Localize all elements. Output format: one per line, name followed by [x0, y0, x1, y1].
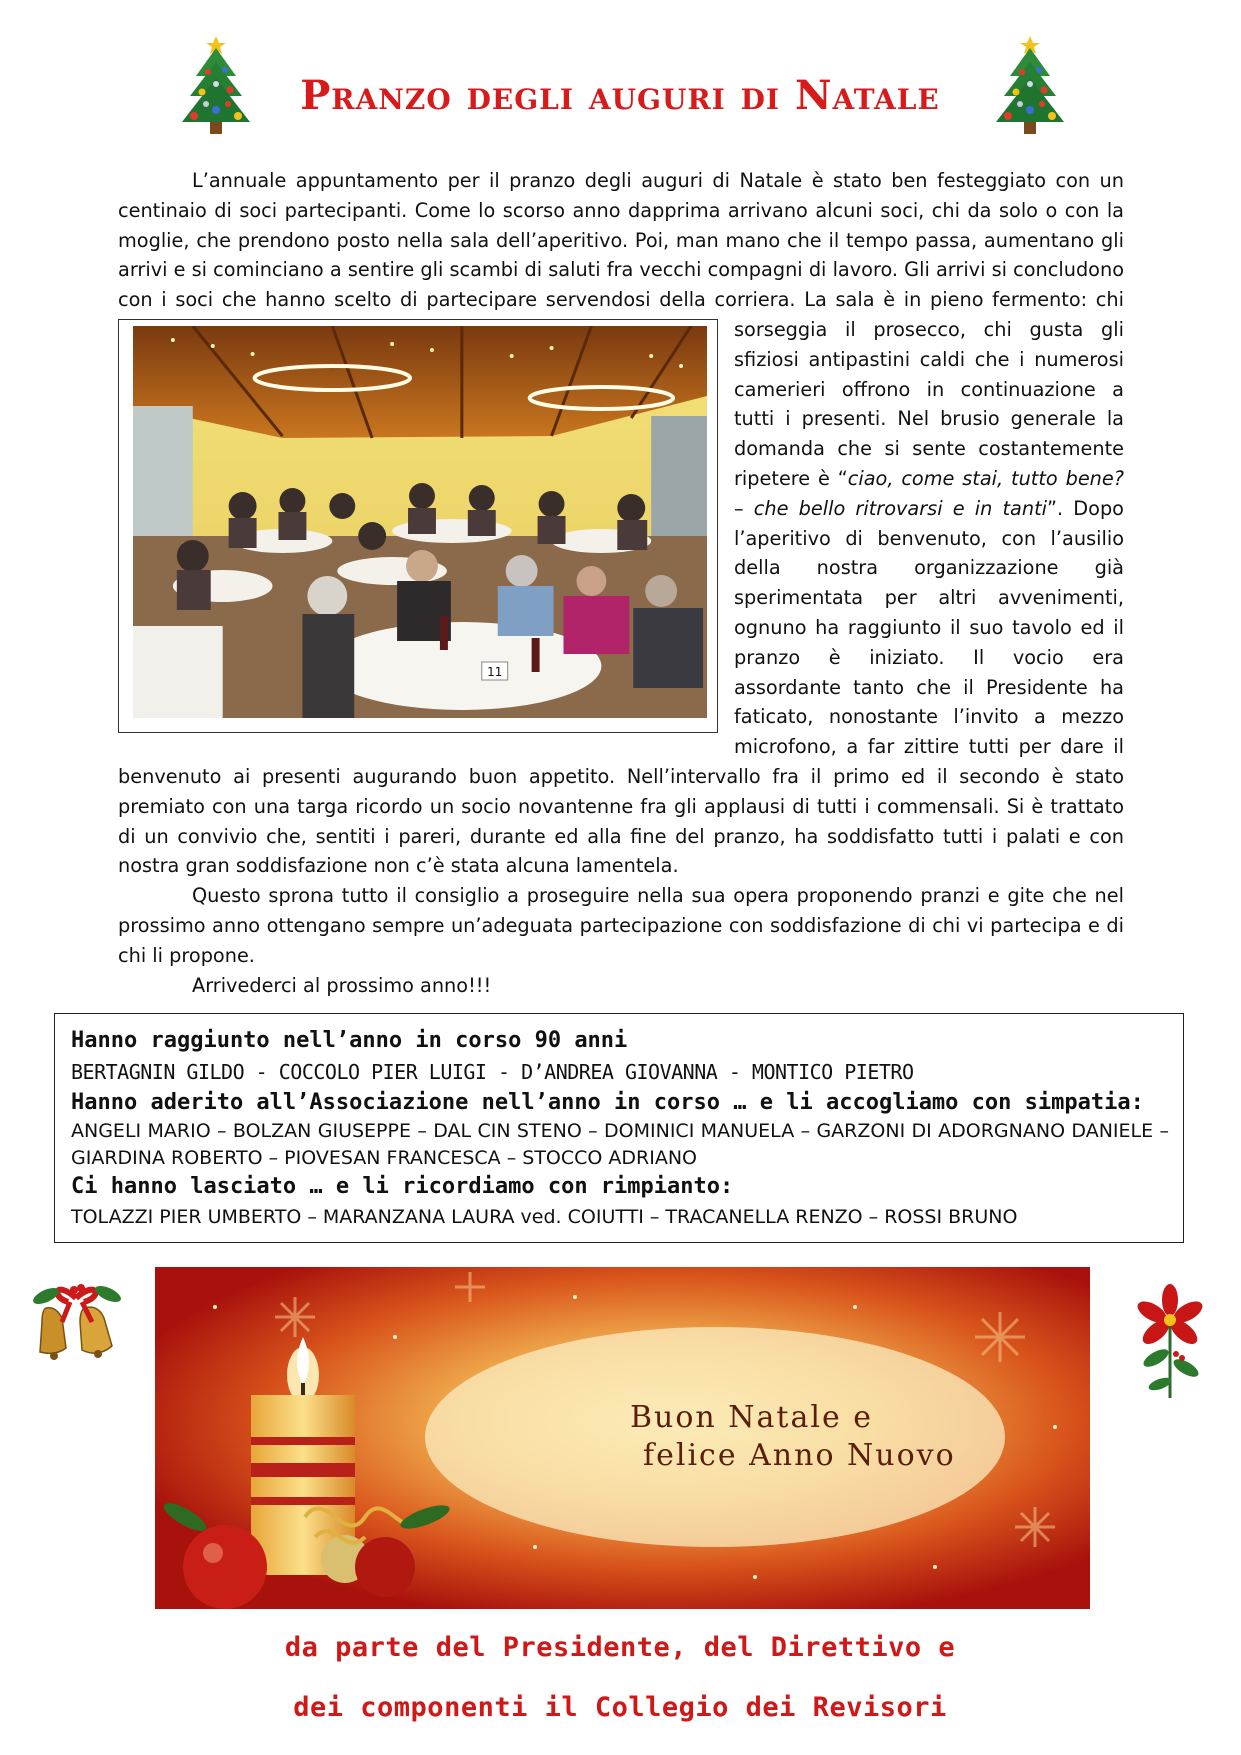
article-body	[118, 166, 1124, 1000]
nonagenarians-heading: Hanno raggiunto nell’anno in corso 90 anni	[71, 1028, 628, 1053]
new-members-heading: Hanno aderito all’Associazione nell’anno in corso … e li accogliamo con simpatia:	[71, 1090, 1144, 1115]
page-title: Pranzo degli auguri di Natale	[300, 72, 940, 119]
new-members-names: ANGELI MARIO – BOLZAN GIUSEPPE – DAL CIN STENO – DOMINICI MANUELA – GARZONI DI ADORGNANO DANIELE – GIARDINA ROBERTO – PIOVESAN FRANCESCA – STOCCO ADRIANO	[71, 1120, 1169, 1169]
christmas-tree-icon	[990, 32, 1070, 140]
paragraph-1-end: ”. Dopo l’aperitivo di benvenuto, con l’ausilio della nostra organizzazione già sperimentata per altri avvenimenti, ognuno ha raggiunto il suo tavolo ed il pranzo è iniziato. Il vocio era assordante tanto che il Presidente ha faticato, nonostante l’invito a mezzo microfono, a far zittire tutti per dare il benvenuto ai presenti augurando buon appetito. Nell’intervallo fra il primo ed il secondo è stato premiato con una targa ricordo un socio novantenne fra gli applausi di tutti i commensali. Si è trattato di un convivio che, sentiti i pareri, durante ed alla fine del pranzo, ha soddisfatto tutti i palati e con nostra gran soddisfazione non c’è stata alcuna lamentela.	[118, 496, 1124, 878]
banquet-hall-photo	[133, 326, 707, 718]
signature-line-1: da parte del Presidente, del Direttivo e	[284, 1632, 956, 1663]
poinsettia-icon	[1130, 1278, 1212, 1403]
deceased-heading: Ci hanno lasciato … e li ricordiamo con rimpianto:	[71, 1174, 734, 1199]
paragraph-1-continued: pieno fermento: chi sorseggia il prosecco, chi gusta gli sfiziosi antipastini caldi che i numerosi camerieri offrono in continuazione a tutti i presenti. Nel brusio generale la domanda che si sente costantemente ripetere è “	[734, 288, 1124, 490]
quoted-greeting: ciao, come stai, tutto bene? – che bello ritrovarsi e in tanti	[734, 466, 1124, 520]
article-paragraph-1	[118, 166, 1124, 881]
table-number-card: 11	[487, 664, 503, 679]
article-closing-line: Arrivederci al prossimo anno!!!	[192, 973, 492, 997]
nonagenarians-names: BERTAGNIN GILDO - COCCOLO PIER LUIGI - D’ANDREA GIOVANNA - MONTICO PIETRO	[71, 1060, 914, 1084]
article-paragraph-2: Questo sprona tutto il consiglio a proseguire nella sua opera proponendo pranzi e gite che nel prossimo anno ottengano sempre un’adeguata partecipazione con soddisfazione di chi vi partecipa e di chi li propone.	[118, 884, 1124, 967]
event-photo-frame	[118, 319, 718, 733]
deceased-names: TOLAZZI PIER UMBERTO – MARANZANA LAURA ved. COIUTTI – TRACANELLA RENZO – ROSSI BRUNO	[71, 1206, 1018, 1228]
greeting-line-2: felice Anno Nuovo	[643, 1438, 956, 1473]
signature-line-2: dei componenti il Collegio dei Revisori	[293, 1692, 947, 1723]
paragraph-1-intro: L’annuale appuntamento per il pranzo degli auguri di Natale è stato ben festeggiato con un centinaio di soci partecipanti. Come lo scorso anno dapprima arrivano alcuni soci, chi da solo o con la moglie, che prendono posto nella sala dell’aperitivo. Poi, man mano che il tempo passa, aumentano gli arrivi e si cominciano a sentire gli scambi di saluti fra vecchi compagni di lavoro. Gli arrivi si concludono con i soci che hanno scelto di partecipare servendosi della corriera. La sala è in	[118, 169, 1124, 312]
greeting-card	[155, 1267, 1090, 1609]
members-info-box	[54, 1013, 1184, 1243]
greeting-line-1: Buon Natale e	[630, 1400, 874, 1435]
christmas-bells-icon	[26, 1278, 126, 1373]
